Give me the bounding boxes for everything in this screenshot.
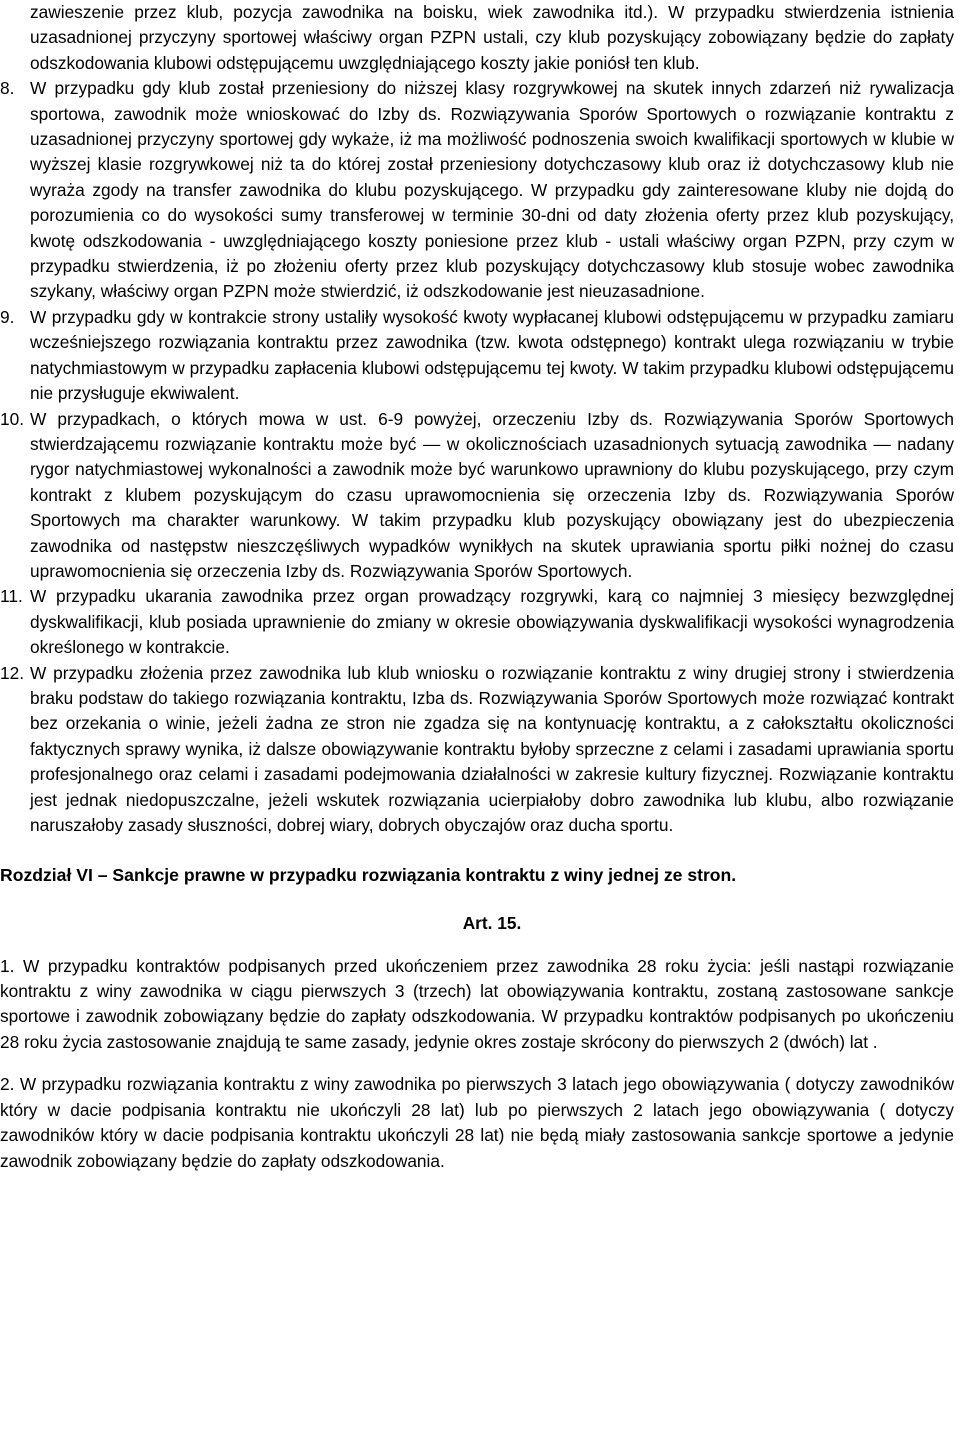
list-item-number: 9. — [0, 306, 15, 327]
chapter-heading: Rozdział VI – Sankcje prawne w przypadku rozwiązania kontraktu z winy jednej ze stron. — [0, 865, 737, 886]
list-item-number: 11. — [0, 586, 23, 607]
list-item-text: W przypadkach, o których mowa w ust. 6-9 powyżej, orzeczeniu Izby ds. Rozwiązywania Sporów Sportowych stwierdzającemu rozwiązanie kontraktu może być — w okolicznościach uzasadnionych sytuacją zawodnika — nadany rygor natychmiastowej wykonalności a zawodnik może być warunkowo uprawniony do klubu pozyskującego, przy czym kontrakt z klubem pozyskującym do czasu uprawomocnienia się orzeczenia Izby ds. Rozwiązywania Sporów Sportowych ma charakter warunkowy. W takim przypadku klub pozyskujący obowiązany jest do ubezpieczenia zawodnika od następstw nieszczęśliwych wypadków wynikłych na skutek uprawiania sportu piłki nożnej do czasu uprawomocnienia się orzeczenia Izby ds. Rozwiązywania Sporów Sportowych. — [30, 408, 954, 581]
list-item-12 — [0, 661, 954, 839]
list-item-text: W przypadku gdy w kontrakcie strony ustaliły wysokość kwoty wypłacanej klubowi odstępującemu w przypadku zamiaru wcześniejszego rozwiązania kontraktu przez zawodnika (tzw. kwota odstępnego) kontrakt ulega rozwiązaniu w trybie natychmiastowym w przypadku zapłacenia klubowi odstępującemu tej kwoty. W takim przypadku klubowi odstępującemu nie przysługuje ekwiwalent. — [30, 306, 954, 404]
article-paragraph-2: 2. W przypadku rozwiązania kontraktu z winy zawodnika po pierwszych 3 latach jego obowiązywania ( dotyczy zawodników który w dacie podpisania kontraktu nie ukończyli 28 lat) lub po pierwszych 2 latach jego obowiązywania ( dotyczy zawodników który w dacie podpisania kontraktu ukończyli 28 lat) nie będą miały zastosowania sankcje sportowe a jedynie zawodnik zobowiązany będzie do zapłaty odszkodowania. — [0, 1074, 954, 1171]
list-item-number: 8. — [0, 78, 15, 99]
list-item-10 — [0, 407, 954, 585]
article-paragraph-1: 1. W przypadku kontraktów podpisanych przed ukończeniem przez zawodnika 28 roku życia: jeśli nastąpi rozwiązanie kontraktu z winy zawodnika w ciągu pierwszych 3 (trzech) lat obowiązywania kontraktu, zostaną zastosowane sankcje sportowe i zawodnik zobowiązany będzie do zapłaty odszkodowania. W przypadku kontraktów podpisanych po ukończeniu 28 roku życia zastosowanie znajdują te same zasady, jedynie okres zostaje skrócony do pierwszych 2 (dwóch) lat . — [0, 955, 954, 1052]
list-item-9 — [0, 305, 954, 407]
list-item-text: W przypadku gdy klub został przeniesiony do niższej klasy rozgrywkowej na skutek innych zdarzeń niż rywalizacja sportowa, zawodnik może wnioskować do Izby ds. Rozwiązywania Sporów Sportowych o rozwiązanie kontraktu z uzasadnionej przyczyny sportowej gdy wykaże, iż ma możliwość podnoszenia swoich kwalifikacji sportowych w klubie w wyższej klasie rozgrywkowej niż ta do której został przeniesiony dotychczasowy klub oraz iż dotychczasowy klub nie wyraża zgody na transfer zawodnika do klubu pozyskującego. W przypadku gdy zainteresowane kluby nie dojdą do porozumienia co do wysokości sumy transferowej w terminie 30-dni od daty złożenia oferty przez klub pozyskujący, kwotę odszkodowania - uwzględniającego koszty poniesione przez klub - ustali właściwy organ PZPN, przy czym w przypadku stwierdzenia, iż po złożeniu oferty przez klub pozyskujący dotychczasowy klub stosuje wobec zawodnika szykany, właściwy organ PZPN może stwierdzić, iż odszkodowanie jest nieuzasadnione. — [30, 78, 954, 302]
list-item-number: 10. — [0, 408, 25, 429]
list-item-8 — [0, 76, 954, 305]
list-item-11 — [0, 584, 954, 660]
list-item-text: W przypadku złożenia przez zawodnika lub klub wniosku o rozwiązanie kontraktu z winy drugiej strony i stwierdzenia braku podstaw do takiego rozwiązania kontraktu, Izba ds. Rozwiązywania Sporów Sportowych może rozwiązać kontrakt bez orzekania o winie, jeżeli żadna ze stron nie zgadza się na kontynuację kontraktu, a z całokształtu okoliczności faktycznych sprawy wynika, iż dalsze obowiązywanie kontraktu byłoby sprzeczne z celami i zasadami uprawiania sportu profesjonalnego oraz celami i zasadami podejmowania działalności w zakresie kultury fizycznej. Rozwiązanie kontraktu jest jednak niedopuszczalne, jeżeli wskutek rozwiązania ucierpiałoby dobro zawodnika lub klubu, albo rozwiązanie naruszałoby zasady słuszności, dobrej wiary, dobrych obyczajów oraz ducha sportu. — [30, 662, 954, 835]
list-item-number: 12. — [0, 662, 25, 683]
article-title: Art. 15. — [462, 912, 522, 933]
intro-paragraph: zawieszenie przez klub, pozycja zawodnika na boisku, wiek zawodnika itd.). W przypadku stwierdzenia istnienia uzasadnionej przyczyny sportowej właściwy organ PZPN ustali, czy klub pozyskujący zobowiązany będzie do zapłaty odszkodowania klubowi odstępującemu uwzględniającego koszty jakie poniósł ten klub. — [30, 2, 954, 73]
list-item-text: W przypadku ukarania zawodnika przez organ prowadzący rozgrywki, karą co najmniej 3 miesięcy bezwzględnej dyskwalifikacji, klub posiada uprawnienie do zmiany w okresie obowiązywania dyskwalifikacji wysokości wynagrodzenia określonego w kontrakcie. — [30, 586, 954, 658]
